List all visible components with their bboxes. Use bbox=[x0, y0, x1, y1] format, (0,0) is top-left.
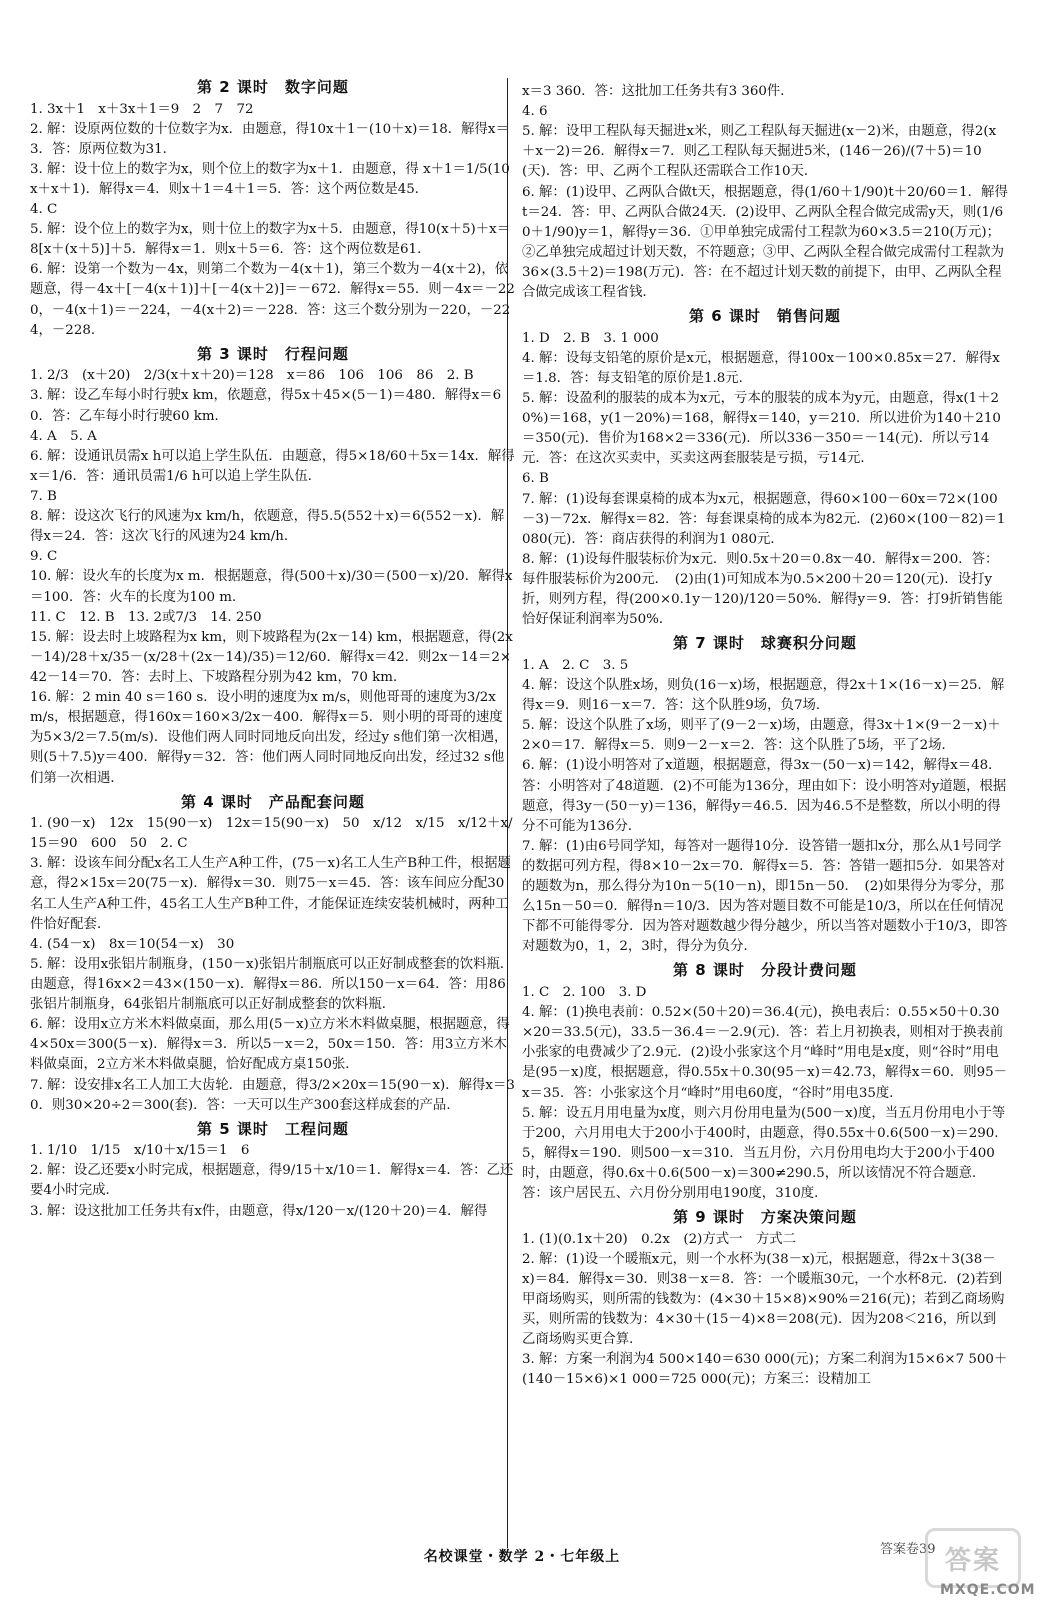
answer-item: 2. 解：设原两位数的十位数字为x．由题意，得10x＋1－(10＋x)＝18．解得x＝3．答：原两位数为31． bbox=[30, 121, 509, 157]
answer-item: 1. (90－x) 12x 15(90－x) 12x＝15(90－x) 50 x/12 x/15 x/12＋x/15＝90 600 50 2. C bbox=[30, 816, 513, 852]
answer-item: 7. B bbox=[30, 488, 57, 504]
answer-item: 7. 解：(1)由6号同学知，每答对一题得10分．设答错一题扣x分，那么从1号同学的数据可列方程，得8×10－2x＝70．解得x＝5．答：答错一题扣5分．如果答对的题数为n，那么得分为10n－5(10－n)，即15n－50． (2)如果得分为零分，那么15n－50＝0．解得n＝10/3．因为答对题目数不可能是10/3，所以在任何情况下都不可能得零分．因为答对题数越少得分越少，所以当答对题数小于10/3，即答对题数为0，1，2，3时，得分为负分． bbox=[522, 838, 1008, 955]
answer-item: 6. 解：(1)设小明答对了x道题，根据题意，得3x－(50－x)＝142，解得x＝48．答：小明答对了48道题．(2)不可能为136分，理由如下：设小明答对y道题，根据题意，得3y－(50－y)＝136，解得y＝46.5．因为46.5不是整数，所以小明的得分不可能为136分． bbox=[522, 758, 1007, 834]
answer-item: 5. 解：设甲工程队每天掘进x米，则乙工程队每天掘进(x－2)米，由题意，得2(x＋x－2)＝26．解得x＝7．则乙工程队每天掘进5米，(146－26)/(7＋5)＝10(天)．答：甲、乙两个工程队还需联合工作10天． bbox=[522, 124, 997, 180]
answer-item: 1. A 2. C 3. 5 bbox=[522, 657, 629, 673]
answer-column-right bbox=[522, 82, 1008, 1391]
answer-item: 1. 2/3 (x＋20) 2/3(x＋x＋20)＝128 x＝86 106 106 86 2. B bbox=[30, 368, 474, 384]
answer-item: 5. 解：设这个队胜了x场，则平了(9－2－x)场，由题意，得3x＋1×(9－2－x)＋2×0＝17．解得x＝5．则9－2－x＝2．答：这个队胜了5场，平了2场． bbox=[522, 718, 1001, 754]
answer-item: 15. 解：设去时上坡路程为x km，则下坡路程为(2x－14) km，根据题意，得(2x－14)/28＋x/35－(x/28＋(2x－14)/35)＝12/60．解得x＝42．则2x－14＝2×42－14＝70．答：去时上、下坡路程分别为42 km，70 km． bbox=[30, 629, 513, 685]
answer-item: 3. 解：方案一利润为4 500×140＝630 000(元)；方案二利润为15×6×7 500＋(140－15×6)×1 000＝725 000(元)；方案三：设精加工 bbox=[522, 1352, 1008, 1388]
answer-item: 6. 解：设用x立方米木料做桌面，那么用(5－x)立方米木料做桌腿，根据题意，得4×50x＝300(5－x)．解得x＝3．所以5－x＝2，50x＝150．答：用3立方米木料做桌面，2立方米木料做桌腿，恰好配成方桌150张． bbox=[30, 1017, 510, 1073]
section-heading: 第 8 课时 分段计费问题 bbox=[673, 961, 857, 980]
answer-item: 1. C 2. 100 3. D bbox=[522, 984, 647, 1000]
answer-item: 10. 解：设火车的长度为x m．根据题意，得(500＋x)/30＝(500－x)/20．解得x＝100．答：火车的长度为100 m． bbox=[30, 569, 513, 605]
answer-item: 4. 6 bbox=[522, 104, 548, 120]
answer-item: 4. A 5. A bbox=[30, 428, 97, 444]
answer-item: 1. D 2. B 3. 1 000 bbox=[522, 330, 659, 346]
answer-item: 5. 解：设五月用电量为x度，则六月份用电量为(500－x)度，当五月份用电小于等于200，六月用电大于200小于400时，由题意，得0.55x＋0.6(500－x)＝290.5，解得x＝190．则500－x＝310．当五月份，六月份用电均大于200小于400时，由题意，得0.6x＋0.6(500－x)＝300≠290.5，所以该情况不符合题意．答：该户居民五、六月份分别用电190度，310度． bbox=[522, 1105, 1006, 1202]
answer-item: 9. C bbox=[30, 549, 58, 565]
answer-item: 6. 解：(1)设甲、乙两队合做t天，根据题意，得(1/60＋1/90)t＋20/60＝1．解得t＝24．答：甲、乙两队合做24天．(2)设甲、乙两队全程合做完成需y天，则(1/60＋1/90)y＝1，解得y＝36．①甲单独完成需付工程款为60×3.5＝210(万元)；②乙单独完成超过计划天数，不符题意；③甲、乙两队全程合做完成需付工程款为36×(3.5＋2)＝198(万元)．答：在不超过计划天数的前提下，由甲、乙两队全程合做完成该工程省钱． bbox=[522, 184, 1008, 301]
answer-item: 6. 解：设第一个数为－4x，则第二个数为－4(x＋1)，第三个数为－4(x＋2)，依题意，得－4x＋[－4(x＋1)]＋[－4(x＋2)]＝－672．解得x＝55．则－4x＝－220，－4(x＋1)＝－224，－4(x＋2)＝－228．答：这三个数分别为－220，－224，－228． bbox=[30, 262, 515, 338]
answer-item: 4. 解：(1)换电表前：0.52×(50＋20)＝36.4(元)，换电表后：0.55×50＋0.30×20＝33.5(元)，33.5－36.4＝－2.9(元)．答：若上月初换表，则相对于换表前小张家的电费减少了2.9元．(2)设小张家这个月“峰时”用电是x度，则“谷时”用电是(95－x)度，根据题意，得0.55x＋0.30(95－x)＝42.73，解得x＝60．则95－x＝35．答：小张家这个月“峰时”用电60度，“谷时”用电35度． bbox=[522, 1005, 1008, 1101]
answer-item: 3. 解：设该车间分配x名工人生产A种工件，(75－x)名工人生产B种工件，根据题意，得2×15x＝20(75－x)．解得x＝30．则75－x＝45．答：该车间应分配30名工人生产A种工件，45名工人生产B种工件，才能保证连续安装机械时，两种工件恰好配套． bbox=[30, 856, 511, 932]
answer-item: 5. 解：设个位上的数字为x，则十位上的数字为x＋5．由题意，得10(x＋5)＋x＝8[x＋(x＋5)]＋5．解得x＝1．则x＋5＝6．答：这个两位数是61． bbox=[30, 222, 511, 258]
page-footer: 名校课堂・数学 2・七年级上 bbox=[423, 1549, 621, 1565]
answer-item: 7. 解：设安排x名工人加工大齿轮．由题意，得3/2×20x＝15(90－x)．解得x＝30．则30×20÷2＝300(套)．答：一天可以生产300套这样成套的产品． bbox=[30, 1077, 515, 1113]
answer-item: 4. 解：设这个队胜x场，则负(16－x)场，根据题意，得2x＋1×(16－x)＝25．解得x＝9．则16－x＝7．答：这个队胜9场，负7场． bbox=[522, 677, 1005, 714]
answer-item: 11. C 12. B 13. 2或7/3 14. 250 bbox=[30, 609, 262, 625]
answer-item: 2. 解：设乙还要x小时完成，根据题意，得9/15＋x/10＝1．解得x＝4．答：乙还要4小时完成． bbox=[30, 1163, 514, 1199]
answer-item: 3. 解：设乙车每小时行驶x km，依题意，得5x＋45×(5－1)＝480．解得x＝60．答：乙车每小时行驶60 km． bbox=[30, 388, 502, 424]
section-heading: 第 5 课时 工程问题 bbox=[197, 1119, 349, 1138]
answer-column-left bbox=[30, 74, 516, 1222]
watermark-url: MXQE.COM bbox=[940, 1582, 1036, 1598]
section-heading: 第 3 课时 行程问题 bbox=[197, 344, 349, 363]
section-heading: 第 2 课时 数字问题 bbox=[197, 78, 349, 96]
answer-item: x＝3 360．答：这批加工任务共有3 360件． bbox=[522, 84, 794, 99]
answer-item: 2. 解：(1)设一个暖瓶x元，则一个水杯为(38－x)元，根据题意，得2x＋3(38－x)＝84．解得x＝30．则38－x＝8．答：一个暖瓶30元，一个水杯8元．(2)若到甲商场购买，则所需的钱数为：(4×30＋15×8)×90%＝216(元)；若到乙商场购买，则所需的钱数为：4×30＋(15－4)×8＝208(元)．因为208＜216，所以到乙商场购买更合算． bbox=[522, 1251, 1005, 1348]
answer-item: 1. 3x＋1 x＋3x＋1＝9 2 7 72 bbox=[30, 101, 254, 117]
section-heading: 第 7 课时 球赛积分问题 bbox=[673, 634, 857, 653]
answer-item: 5. 解：设用x张铝片制瓶身，(150－x)张铝片制瓶底可以正好制成整套的饮料瓶．由题意，得16x×2＝43×(150－x)．解得x＝86．所以150－x＝64．答：用86张铝片制瓶身，64张铝片制瓶底可以正好制成整套的饮料瓶． bbox=[30, 956, 514, 1013]
answer-item: 6. 解：设通讯员需x h可以追上学生队伍．由题意，得5×18/60＋5x＝14x．解得x＝1/6．答：通讯员需1/6 h可以追上学生队伍． bbox=[30, 448, 515, 484]
answer-item: 4. (54－x) 8x＝10(54－x) 30 bbox=[30, 936, 235, 952]
section-heading: 第 6 课时 销售问题 bbox=[689, 307, 841, 326]
answer-item: 7. 解：(1)设每套课桌椅的成本为x元，根据题意，得60×100－60x＝72×(100－3)－72x．解得x＝82．答：每套课桌椅的成本为82元．(2)60×(100－82)＝1 080(元)．答：商店获得的利润为1 080元． bbox=[522, 491, 1006, 547]
answer-item: 8. 解：设这次飞行的风速为x km/h，依题意，得5.5(552＋x)＝6(552－x)．解得x＝24．答：这次飞行的风速为24 km/h． bbox=[30, 509, 505, 545]
answer-item: 4. C bbox=[30, 202, 58, 218]
watermark-logo: 答案 bbox=[925, 1528, 1021, 1588]
answer-item: 5. 解：设盈利的服装的成本为x元，亏本的服装的成本为y元，由题意，得x(1＋20%)＝168，y(1－20%)＝168，解得x＝140，y＝210．所以进价为140＋210＝350(元)．售价为168×2＝336(元)．所以336－350＝－14(元)．所以亏14元．答：在这次买卖中，买卖这两套服装是亏损，亏14元． bbox=[522, 391, 1001, 467]
section-heading: 第 4 课时 产品配套问题 bbox=[181, 792, 365, 811]
answer-item: 4. 解：设每支铅笔的原价是x元，根据题意，得100x－100×0.85x＝27．解得x＝1.8．答：每支铅笔的原价是1.8元． bbox=[522, 350, 1000, 386]
answer-item: 1. 1/10 1/15 x/10＋x/15＝1 6 bbox=[30, 1143, 250, 1159]
section-heading: 第 9 课时 方案决策问题 bbox=[673, 1208, 857, 1227]
answer-item: 6. B bbox=[522, 471, 549, 487]
answer-item: 16. 解：2 min 40 s＝160 s．设小明的速度为x m/s，则他哥哥的速度为3/2x m/s，根据题意，得160x＝160×3/2x－400．解得x＝5．则小明的哥哥的速度为5×3/2＝7.5(m/s)．设他们两人同时同地反向出发，经过y s他们第一次相遇，则(5＋7.5)y＝400．解得y＝32．答：他们两人同时同地反向出发，经过32 s他们第一次相遇． bbox=[30, 690, 508, 786]
answer-item: 1. (1)(0.1x＋20) 0.2x (2)方式一 方式二 bbox=[522, 1231, 797, 1247]
answer-item: 8. 解：(1)设每件服装标价为x元．则0.5x＋20＝0.8x－40．解得x＝200．答：每件服装标价为200元． (2)由(1)可知成本为0.5×200＋20＝120(元)．设打y折，则列方程，得(200×0.1y－120)/120＝50%．解得y＝9．答：打9折销售能恰好保证利润率为50%． bbox=[522, 551, 1003, 628]
answer-item: 3. 解：设十位上的数字为x，则个位上的数字为x＋1．由题意，得 x＋1＝1/5(10x＋x＋1)．解得x＝4．则x＋1＝4＋1＝5．答：这个两位数是45． bbox=[30, 161, 510, 197]
page-number-tag: 答案卷39 bbox=[880, 1542, 936, 1557]
answer-item: 3. 解：设这批加工任务共有x件，由题意，得x/120－x/(120＋20)＝4．解得 bbox=[30, 1203, 488, 1219]
